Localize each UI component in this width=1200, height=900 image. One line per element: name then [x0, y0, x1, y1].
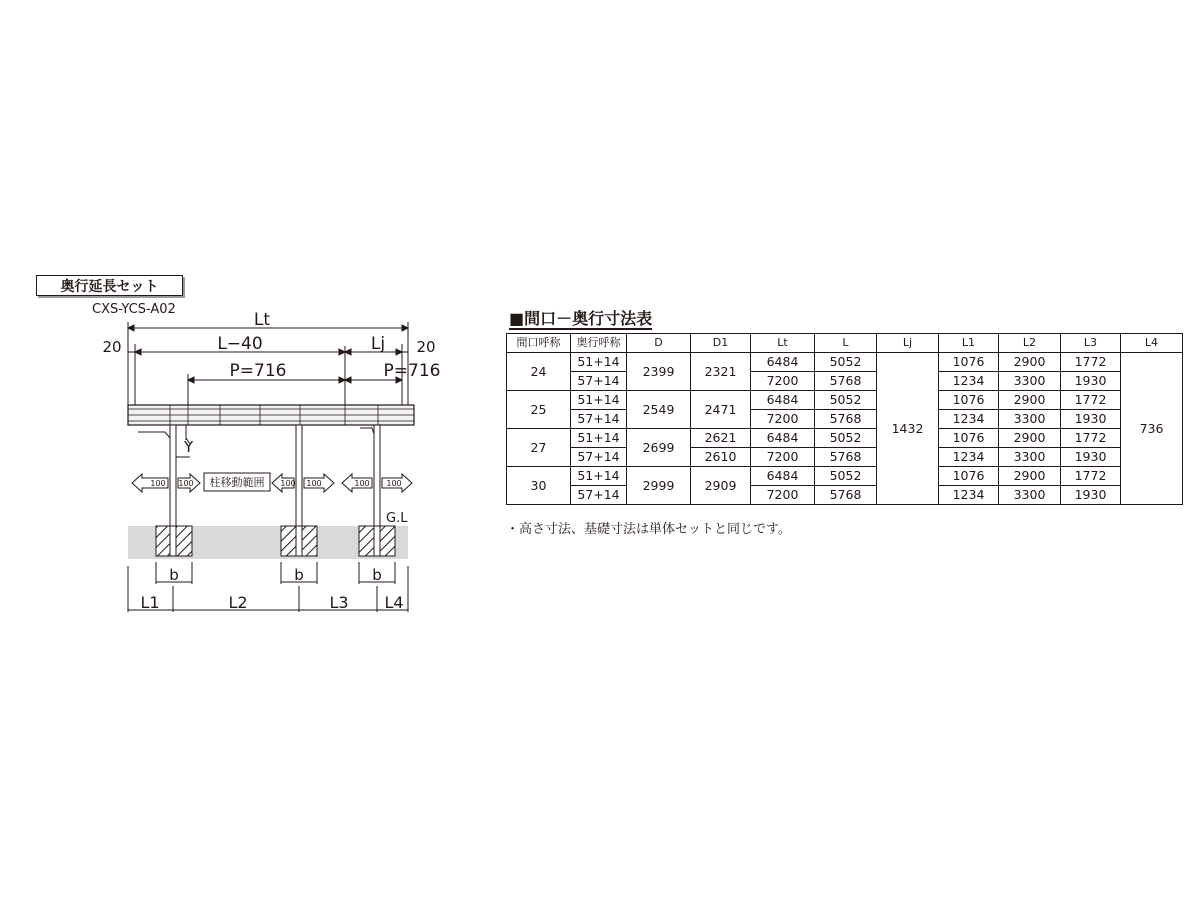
table-cell: 5768	[815, 372, 877, 391]
table-cell: 1076	[939, 467, 999, 486]
model-code: CXS-YCS-A02	[92, 302, 176, 317]
table-cell: 51+14	[571, 391, 627, 410]
table-cell: 1772	[1061, 353, 1121, 372]
roof	[128, 405, 414, 425]
table-header-cell: Lj	[877, 334, 939, 353]
range-100-label: 100	[386, 479, 402, 488]
table-row	[507, 486, 1183, 505]
table-cell: 1234	[939, 372, 999, 391]
range-100-label: 100	[354, 479, 370, 488]
table-cell: 7200	[751, 486, 815, 505]
l2-label: L2	[228, 593, 248, 612]
table-title: ■間口－奥行寸法表	[509, 309, 653, 328]
table-cell: 2900	[999, 353, 1061, 372]
table-cell: 24	[507, 353, 571, 391]
table-cell: 51+14	[571, 467, 627, 486]
table-cell: 1234	[939, 486, 999, 505]
table-cell: 6484	[751, 353, 815, 372]
table-note: ・高さ寸法、基礎寸法は単体セットと同じです。	[506, 522, 791, 537]
table-cell: 2699	[627, 429, 691, 467]
lj-label: Lj	[370, 334, 386, 354]
table-row	[507, 467, 1183, 486]
pitch-label-2: P=716	[383, 361, 441, 381]
table-cell: 1076	[939, 429, 999, 448]
table-cell: 7200	[751, 448, 815, 467]
table-cell: 5052	[815, 391, 877, 410]
table-cell: 1772	[1061, 391, 1121, 410]
table-cell: 57+14	[571, 372, 627, 391]
table-cell: 1930	[1061, 486, 1121, 505]
table-cell: 1930	[1061, 448, 1121, 467]
y-label: Y	[184, 438, 194, 456]
table-cell: 7200	[751, 372, 815, 391]
table-cell: 7200	[751, 410, 815, 429]
table-row	[507, 353, 1183, 372]
table-cell: 1432	[877, 353, 939, 505]
table-cell: 5768	[815, 448, 877, 467]
table-cell: 57+14	[571, 410, 627, 429]
table-cell: 51+14	[571, 429, 627, 448]
table-cell: 5052	[815, 429, 877, 448]
carport-side-diagram	[0, 0, 500, 640]
column-range-label: 柱移動範囲	[209, 476, 265, 489]
l1-label: L1	[140, 593, 160, 612]
table-cell: 5768	[815, 486, 877, 505]
range-100-label: 100	[150, 479, 166, 488]
table-header-cell: L	[815, 334, 877, 353]
table-cell: 5052	[815, 467, 877, 486]
table-cell: 30	[507, 467, 571, 505]
table-cell: 1076	[939, 353, 999, 372]
l3-label: L3	[329, 593, 349, 612]
table-cell: 5768	[815, 410, 877, 429]
table-cell: 5052	[815, 353, 877, 372]
lt-label: Lt	[253, 310, 271, 330]
table-cell: 6484	[751, 391, 815, 410]
table-cell: 1772	[1061, 467, 1121, 486]
table-row	[507, 391, 1183, 410]
pitch-label-1: P=716	[229, 361, 287, 381]
table-cell: 27	[507, 429, 571, 467]
table-cell: 2399	[627, 353, 691, 391]
table-header-cell: L2	[999, 334, 1061, 353]
table-cell: 2909	[691, 467, 751, 505]
table-cell: 1076	[939, 391, 999, 410]
table-cell: 2999	[627, 467, 691, 505]
table-cell: 2549	[627, 391, 691, 429]
dimension-table	[506, 333, 1183, 505]
table-row	[507, 410, 1183, 429]
table-cell: 2900	[999, 429, 1061, 448]
table-cell: 3300	[999, 372, 1061, 391]
twenty-right-label: 20	[416, 338, 436, 356]
table-cell: 2621	[691, 429, 751, 448]
table-cell: 1234	[939, 410, 999, 429]
table-header-cell: L4	[1121, 334, 1183, 353]
ground-level-label: G.L	[386, 511, 408, 526]
table-cell: 2471	[691, 391, 751, 429]
table-cell: 2900	[999, 391, 1061, 410]
b-label: b	[372, 566, 382, 584]
table-header-cell: D	[627, 334, 691, 353]
table-header-cell: L3	[1061, 334, 1121, 353]
table-cell: 6484	[751, 467, 815, 486]
table-cell: 3300	[999, 410, 1061, 429]
l4-label: L4	[384, 593, 404, 612]
l-minus-40-label: L−40	[217, 334, 263, 354]
b-label: b	[294, 566, 304, 584]
range-100-label: 100	[178, 479, 194, 488]
table-row	[507, 448, 1183, 467]
table-header-cell: L1	[939, 334, 999, 353]
table-cell: 1772	[1061, 429, 1121, 448]
table-cell: 2610	[691, 448, 751, 467]
b-label: b	[169, 566, 179, 584]
range-100-label: 100	[306, 479, 322, 488]
set-title: 奥行延長セット	[36, 275, 183, 296]
twenty-left-label: 20	[102, 338, 122, 356]
table-cell: 6484	[751, 429, 815, 448]
table-header-cell: Lt	[751, 334, 815, 353]
table-cell: 736	[1121, 353, 1183, 505]
table-cell: 2321	[691, 353, 751, 391]
table-header-row	[507, 334, 1183, 353]
table-cell: 51+14	[571, 353, 627, 372]
b-dimensions	[156, 562, 395, 584]
table-header-cell: 間口呼称	[507, 334, 571, 353]
table-row	[507, 372, 1183, 391]
table-cell: 3300	[999, 448, 1061, 467]
table-cell: 2900	[999, 467, 1061, 486]
table-header-cell: D1	[691, 334, 751, 353]
table-cell: 25	[507, 391, 571, 429]
table-cell: 57+14	[571, 448, 627, 467]
table-header-cell: 奥行呼称	[571, 334, 627, 353]
table-cell: 57+14	[571, 486, 627, 505]
table-cell: 1930	[1061, 410, 1121, 429]
range-100-label: 100	[280, 479, 296, 488]
table-cell: 1930	[1061, 372, 1121, 391]
table-row	[507, 429, 1183, 448]
table-cell: 3300	[999, 486, 1061, 505]
table-cell: 1234	[939, 448, 999, 467]
